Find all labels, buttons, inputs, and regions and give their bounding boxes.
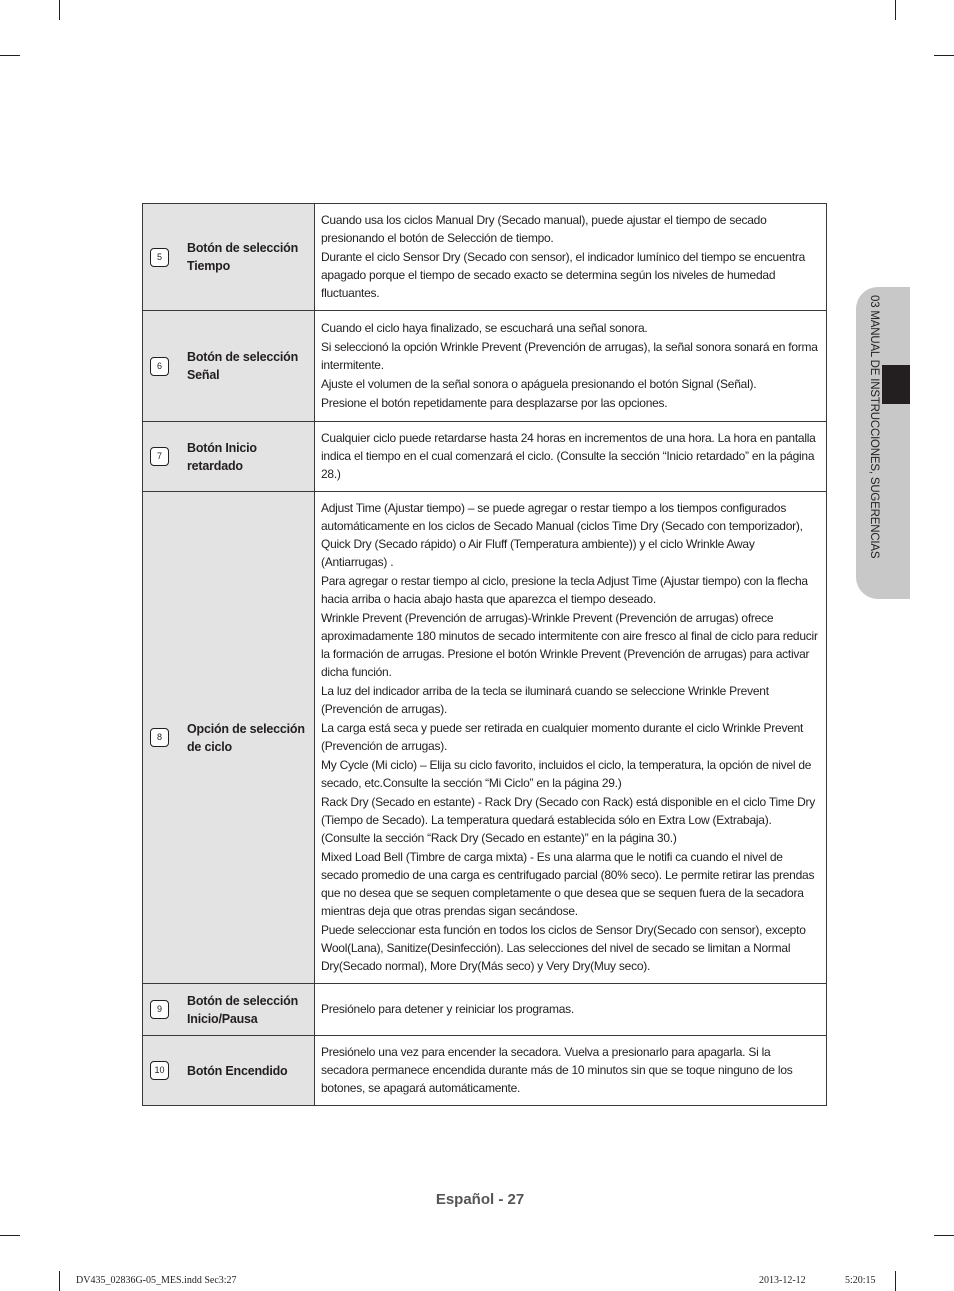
table-row — [143, 311, 827, 422]
chapter-tab-label: 03 MANUAL DE INSTRUCCIONES, SUGERENCIAS — [868, 295, 880, 559]
crop-mark — [59, 0, 60, 20]
row-label-cell — [143, 984, 315, 1036]
description-paragraph: Para agregar o restar tiempo al ciclo, presione la tecla Adjust Time (Ajustar tiempo) con la flecha hacia arriba o hacia abajo hasta que aparezca el tiempo deseado. — [321, 574, 808, 606]
row-label-cell — [143, 492, 315, 984]
row-description — [315, 422, 827, 492]
description-paragraph: Presiónelo para detener y reiniciar los programas. — [321, 1002, 574, 1016]
table-row — [143, 1036, 827, 1106]
description-paragraph: Cuando el ciclo haya finalizado, se escuchará una señal sonora. — [321, 321, 648, 335]
table-row — [143, 422, 827, 492]
table-row — [143, 492, 827, 984]
description-paragraph: My Cycle (Mi ciclo) – Elija su ciclo favorito, incluidos el ciclo, la temperatura, la opción de nivel de secado, etc.Consulte la sección “Mi Ciclo” en la página 29.) — [321, 758, 812, 790]
description-paragraph: Ajuste el volumen de la señal sonora o apáguela presionando el botón Signal (Señal). — [321, 377, 757, 391]
chapter-tab-marker — [882, 365, 910, 404]
item-number-badge: 6 — [150, 357, 169, 376]
description-paragraph: Rack Dry (Secado en estante) - Rack Dry (Secado con Rack) está disponible en el ciclo Time Dry (Tiempo de Secado). La temperatura quedará establecida sólo en Extra Low (Extrabaja). (Consulte la sección “Rack Dry (Secado en estante)” en la página 30.) — [321, 795, 816, 845]
file-slug: DV435_02836G-05_MES.indd Sec3:27 — [76, 1275, 237, 1286]
control-name: Botón de selección Inicio/Pausa — [187, 993, 299, 1026]
row-description — [315, 311, 827, 422]
control-name: Opción de selección de ciclo — [187, 721, 305, 754]
slug-time: 5:20:15 — [845, 1275, 876, 1286]
controls-table — [142, 203, 827, 1106]
slug-date: 2013-12-12 — [759, 1275, 806, 1286]
description-paragraph: Cuando usa los ciclos Manual Dry (Secado manual), puede ajustar el tiempo de secado presionando el botón de Selección de tiempo. — [321, 213, 767, 245]
crop-mark — [59, 1271, 60, 1291]
description-paragraph: Cualquier ciclo puede retardarse hasta 24 horas en incrementos de una hora. La hora en pantalla indica el tiempo en el cual comenzará el ciclo. (Consulte la sección “Inicio retardado” en la página 28.) — [321, 431, 816, 481]
description-paragraph: Mixed Load Bell (Timbre de carga mixta) - Es una alarma que le notifi ca cuando el nivel de secado promedio de una carga es centrifugado parcial (80% seco). Le permite retirar las prendas que no desea que se sequen completamente o que desea que se sequen fuera de la secadora mientras deja que otras prendas sigan secándose. — [321, 850, 815, 918]
description-paragraph: Adjust Time (Ajustar tiempo) – se puede agregar o restar tiempo a los tiempos configurados automáticamente en los ciclos de Secado Manual (ciclos Time Dry (Secado con temporizador), Quick Dry (Secado rápido) o Air Fluff (Temperatura ambiente)) y el ciclo Wrinkle Away (Antiarrugas) . — [321, 501, 803, 569]
description-paragraph: Durante el ciclo Sensor Dry (Secado con sensor), el indicador lumínico del tiempo se encuentra apagado porque el tiempo de secado exacto se determina según los niveles de humedad fluctuantes. — [321, 250, 806, 300]
description-paragraph: Si seleccionó la opción Wrinkle Prevent (Prevención de arrugas), la señal sonora sonará en forma intermitente. — [321, 340, 818, 372]
description-paragraph: Puede seleccionar esta función en todos los ciclos de Sensor Dry(Secado con sensor), excepto Wool(Lana), Sanitize(Desinfección). Las selecciones del nivel de secado se limitan a Normal Dry(Secado normal), More Dry(Más seco) y Very Dry(Muy seco). — [321, 923, 806, 973]
description-paragraph: La carga está seca y puede ser retirada en cualquier momento durante el ciclo Wrinkle Prevent (Prevención de arrugas). — [321, 721, 804, 753]
row-label-cell — [143, 422, 315, 492]
description-paragraph: La luz del indicador arriba de la tecla se iluminará cuando se seleccione Wrinkle Prevent (Prevención de arrugas). — [321, 684, 769, 716]
row-description — [315, 1036, 827, 1106]
row-description — [315, 492, 827, 984]
control-name: Botón Inicio retardado — [187, 440, 257, 473]
row-label-cell — [143, 204, 315, 311]
control-name: Botón de selección Señal — [187, 350, 299, 382]
control-name: Botón de selección Tiempo — [187, 241, 299, 273]
item-number-badge: 8 — [150, 728, 169, 747]
page-number: Español - 27 — [435, 1191, 525, 1208]
crop-mark — [934, 55, 954, 56]
row-label-cell — [143, 1036, 315, 1106]
crop-mark — [895, 1271, 896, 1291]
table-row — [143, 204, 827, 311]
crop-mark — [895, 0, 896, 20]
row-description — [315, 204, 827, 311]
item-number-badge: 9 — [150, 1000, 169, 1019]
description-paragraph: Wrinkle Prevent (Prevención de arrugas)-Wrinkle Prevent (Prevención de arrugas) ofrece aproximadamente 180 minutos de secado intermitente con aire fresco al final de ciclo para reducir la formación de arrugas. Presione el botón Wrinkle Prevent (Prevención de arrugas) para activar dicha función. — [321, 611, 818, 679]
item-number-badge: 10 — [150, 1061, 169, 1080]
crop-mark — [0, 1235, 20, 1236]
item-number-badge: 7 — [150, 447, 169, 466]
table-row — [143, 984, 827, 1036]
item-number-badge: 5 — [150, 248, 169, 267]
crop-mark — [0, 55, 20, 56]
crop-mark — [934, 1235, 954, 1236]
control-name: Botón Encendido — [187, 1063, 288, 1078]
description-paragraph: Presione el botón repetidamente para desplazarse por las opciones. — [321, 396, 668, 410]
row-label-cell — [143, 311, 315, 422]
row-description — [315, 984, 827, 1036]
description-paragraph: Presiónelo una vez para encender la secadora. Vuelva a presionarlo para apagarla. Si la secadora permanece encendida durante más de 10 minutos sin que se toque ninguno de los botones, se apagará automáticamente. — [321, 1045, 793, 1095]
